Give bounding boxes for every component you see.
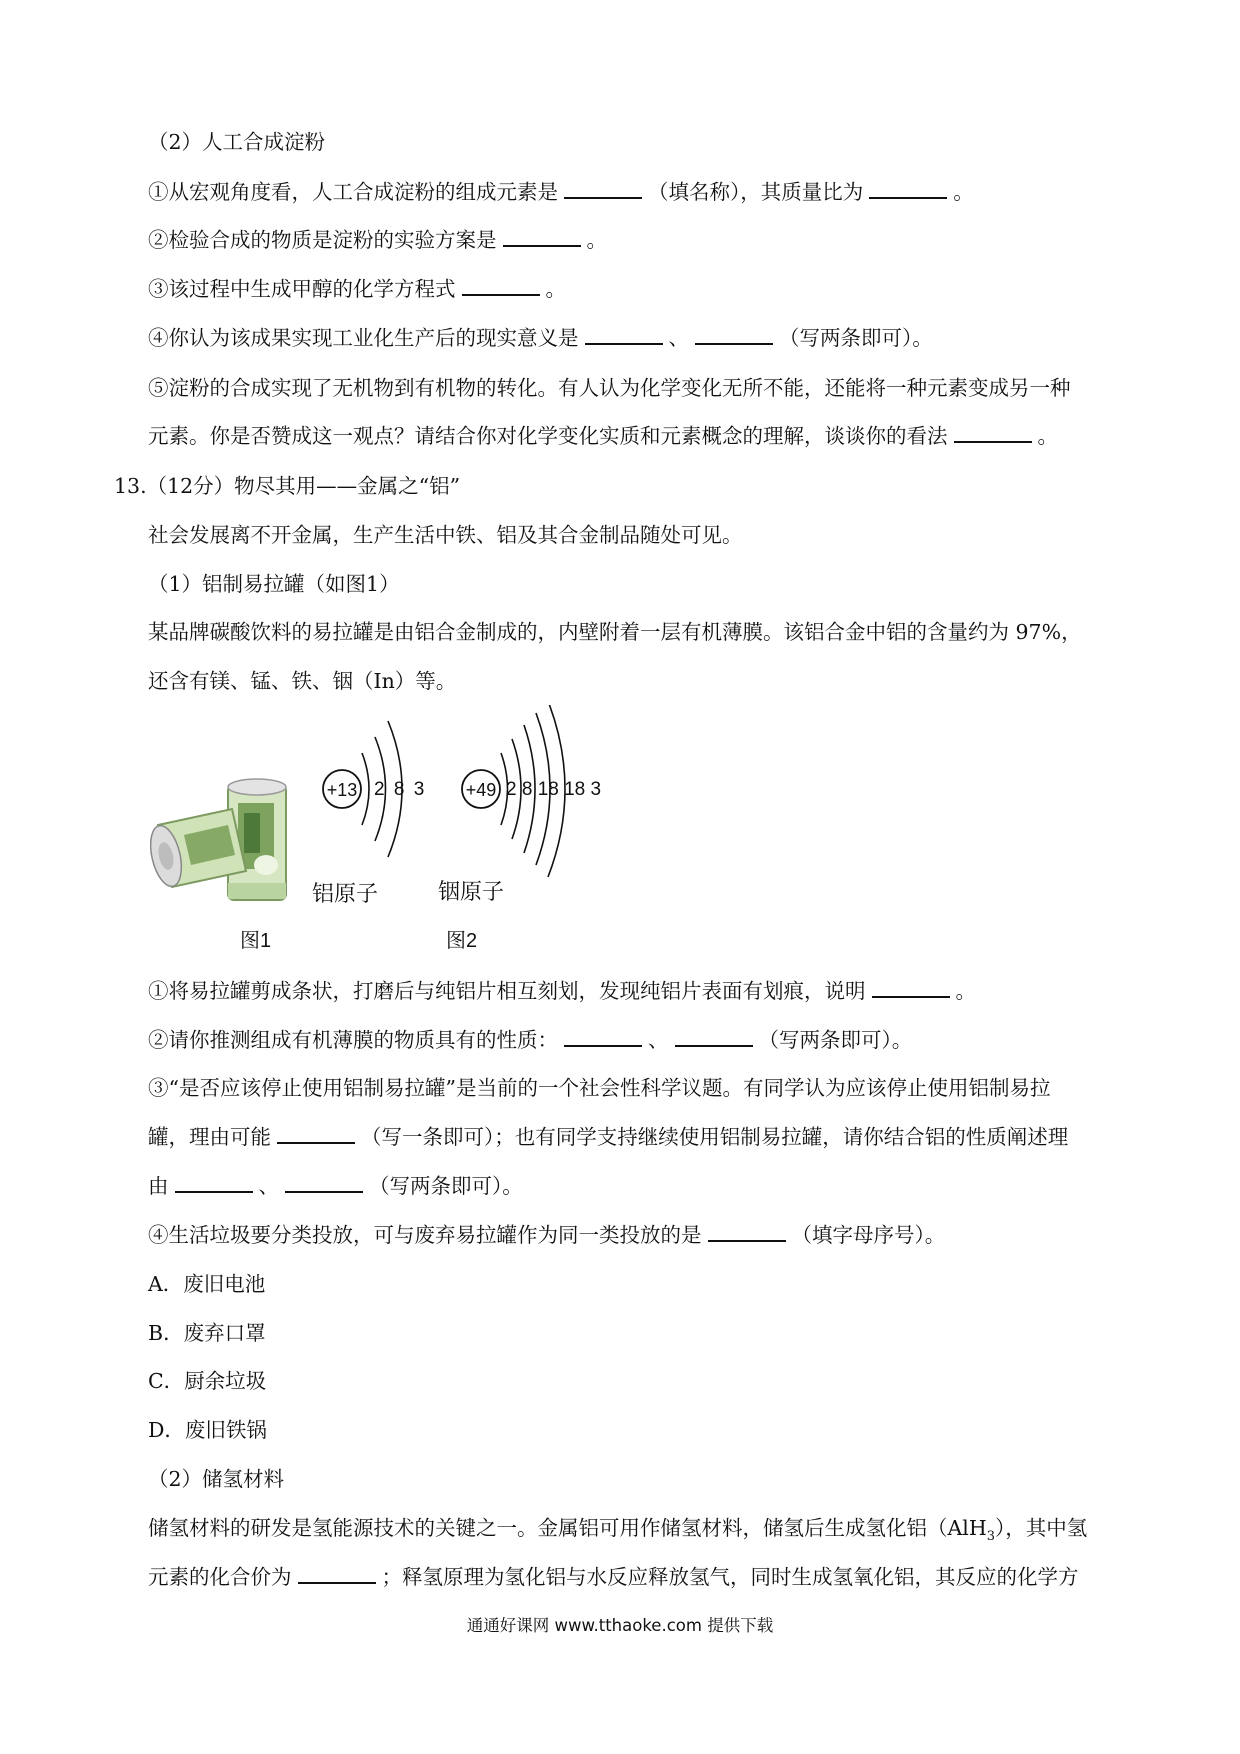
answer-blank[interactable] (175, 1173, 253, 1193)
answer-blank[interactable] (503, 227, 581, 247)
figure-svg (150, 705, 620, 975)
aluminium-atom-diagram (312, 721, 424, 906)
item-2: ②请你推测组成有机薄膜的物质具有的性质： 、 （写两条即可）。 (148, 1028, 913, 1052)
answer-blank[interactable] (564, 179, 642, 199)
question-5-line1: ⑤淀粉的合成实现了无机物到有机物的转化。有人认为化学变化无所不能，还能将一种元素变成另一种 (148, 376, 1071, 400)
section-2-paragraph-line2: 元素的化合价为 ；释氢原理为氢化铝与水反应释放氢气，同时生成氢氧化铝，其反应的化学方 (148, 1565, 1079, 1589)
figure-cans-and-atoms (150, 705, 620, 975)
answer-blank[interactable] (954, 423, 1032, 443)
page-footer: 通通好课网 www.tthaoke.com 提供下载 (466, 1616, 774, 1635)
in-atom-label: 铟原子 (438, 879, 505, 904)
fig1-caption: 图1 (240, 930, 272, 952)
answer-blank[interactable] (462, 276, 540, 296)
section-1-paragraph-line1: 某品牌碳酸饮料的易拉罐是由铝合金制成的，内壁附着一层有机薄膜。该铝合金中铝的含量约为 97%， (148, 620, 1082, 644)
option-d[interactable]: D．废旧铁锅 (148, 1418, 267, 1442)
answer-blank[interactable] (872, 978, 950, 998)
item-3-line2: 罐，理由可能 （写一条即可）；也有同学支持继续使用铝制易拉罐，请你结合铝的性质阐述理 (148, 1125, 1069, 1149)
answer-blank[interactable] (277, 1124, 355, 1144)
question-5-line2: 元素。你是否赞成这一观点？请结合你对化学变化实质和元素概念的理解，谈谈你的看法 。 (148, 424, 1058, 448)
item-3-line3: 由 、 （写两条即可）。 (148, 1174, 523, 1198)
answer-blank[interactable] (869, 179, 947, 199)
section-2-paragraph-line1: 储氢材料的研发是氢能源技术的关键之一。金属铝可用作储氢材料，储氢后生成氢化铝（AlH$_3$），其中氢 (148, 1516, 1088, 1545)
indium-atom-diagram (438, 705, 601, 904)
soda-cans-image (150, 779, 286, 900)
in-nucleus-charge: +49 (465, 780, 497, 800)
question-3: ③该过程中生成甲醇的化学方程式 。 (148, 277, 566, 301)
question-1: ①从宏观角度看，人工合成淀粉的组成元素是 （填名称），其质量比为 。 (148, 180, 974, 204)
item-1: ①将易拉罐剪成条状，打磨后与纯铝片相互刻划，发现纯铝片表面有划痕，说明 。 (148, 979, 976, 1003)
section-2-title: （2）储氢材料 (148, 1467, 285, 1491)
question-4: ④你认为该成果实现工业化生产后的现实意义是 、 （写两条即可）。 (148, 326, 933, 350)
question-2: ②检验合成的物质是淀粉的实验方案是 。 (148, 228, 607, 252)
section-1-title: （1）铝制易拉罐（如图1） (148, 572, 400, 596)
option-c[interactable]: C．厨余垃圾 (148, 1369, 267, 1393)
item-3-line1: ③“是否应该停止使用铝制易拉罐”是当前的一个社会性科学议题。有同学认为应该停止使用铝制易拉 (148, 1076, 1051, 1100)
answer-blank[interactable] (675, 1027, 753, 1047)
answer-blank[interactable] (708, 1222, 786, 1242)
fig2-caption: 图2 (446, 930, 478, 952)
option-a[interactable]: A．废旧电池 (148, 1272, 266, 1296)
answer-blank[interactable] (585, 325, 663, 345)
answer-blank[interactable] (695, 325, 773, 345)
al-atom-label: 铝原子 (312, 881, 379, 906)
intro-text: 社会发展离不开金属，生产生活中铁、铝及其合金制品随处可见。 (148, 523, 743, 547)
al-nucleus-charge: +13 (326, 780, 358, 800)
section-1-paragraph-line2: 还含有镁、锰、铁、铟（In）等。 (148, 669, 457, 693)
question-13-title: 13.（12分）物尽其用——金属之“铝” (114, 474, 461, 498)
answer-blank[interactable] (564, 1027, 642, 1047)
item-4: ④生活垃圾要分类投放，可与废弃易拉罐作为同一类投放的是 （填字母序号）。 (148, 1223, 946, 1247)
answer-blank[interactable] (285, 1173, 363, 1193)
answer-blank[interactable] (298, 1564, 376, 1584)
al-electron-shells: 2 8 3 (374, 779, 425, 800)
in-electron-shells: 2 8 18 18 3 (506, 779, 602, 800)
part2-title: （2）人工合成淀粉 (148, 130, 326, 154)
option-b[interactable]: B．废弃口罩 (148, 1321, 266, 1345)
